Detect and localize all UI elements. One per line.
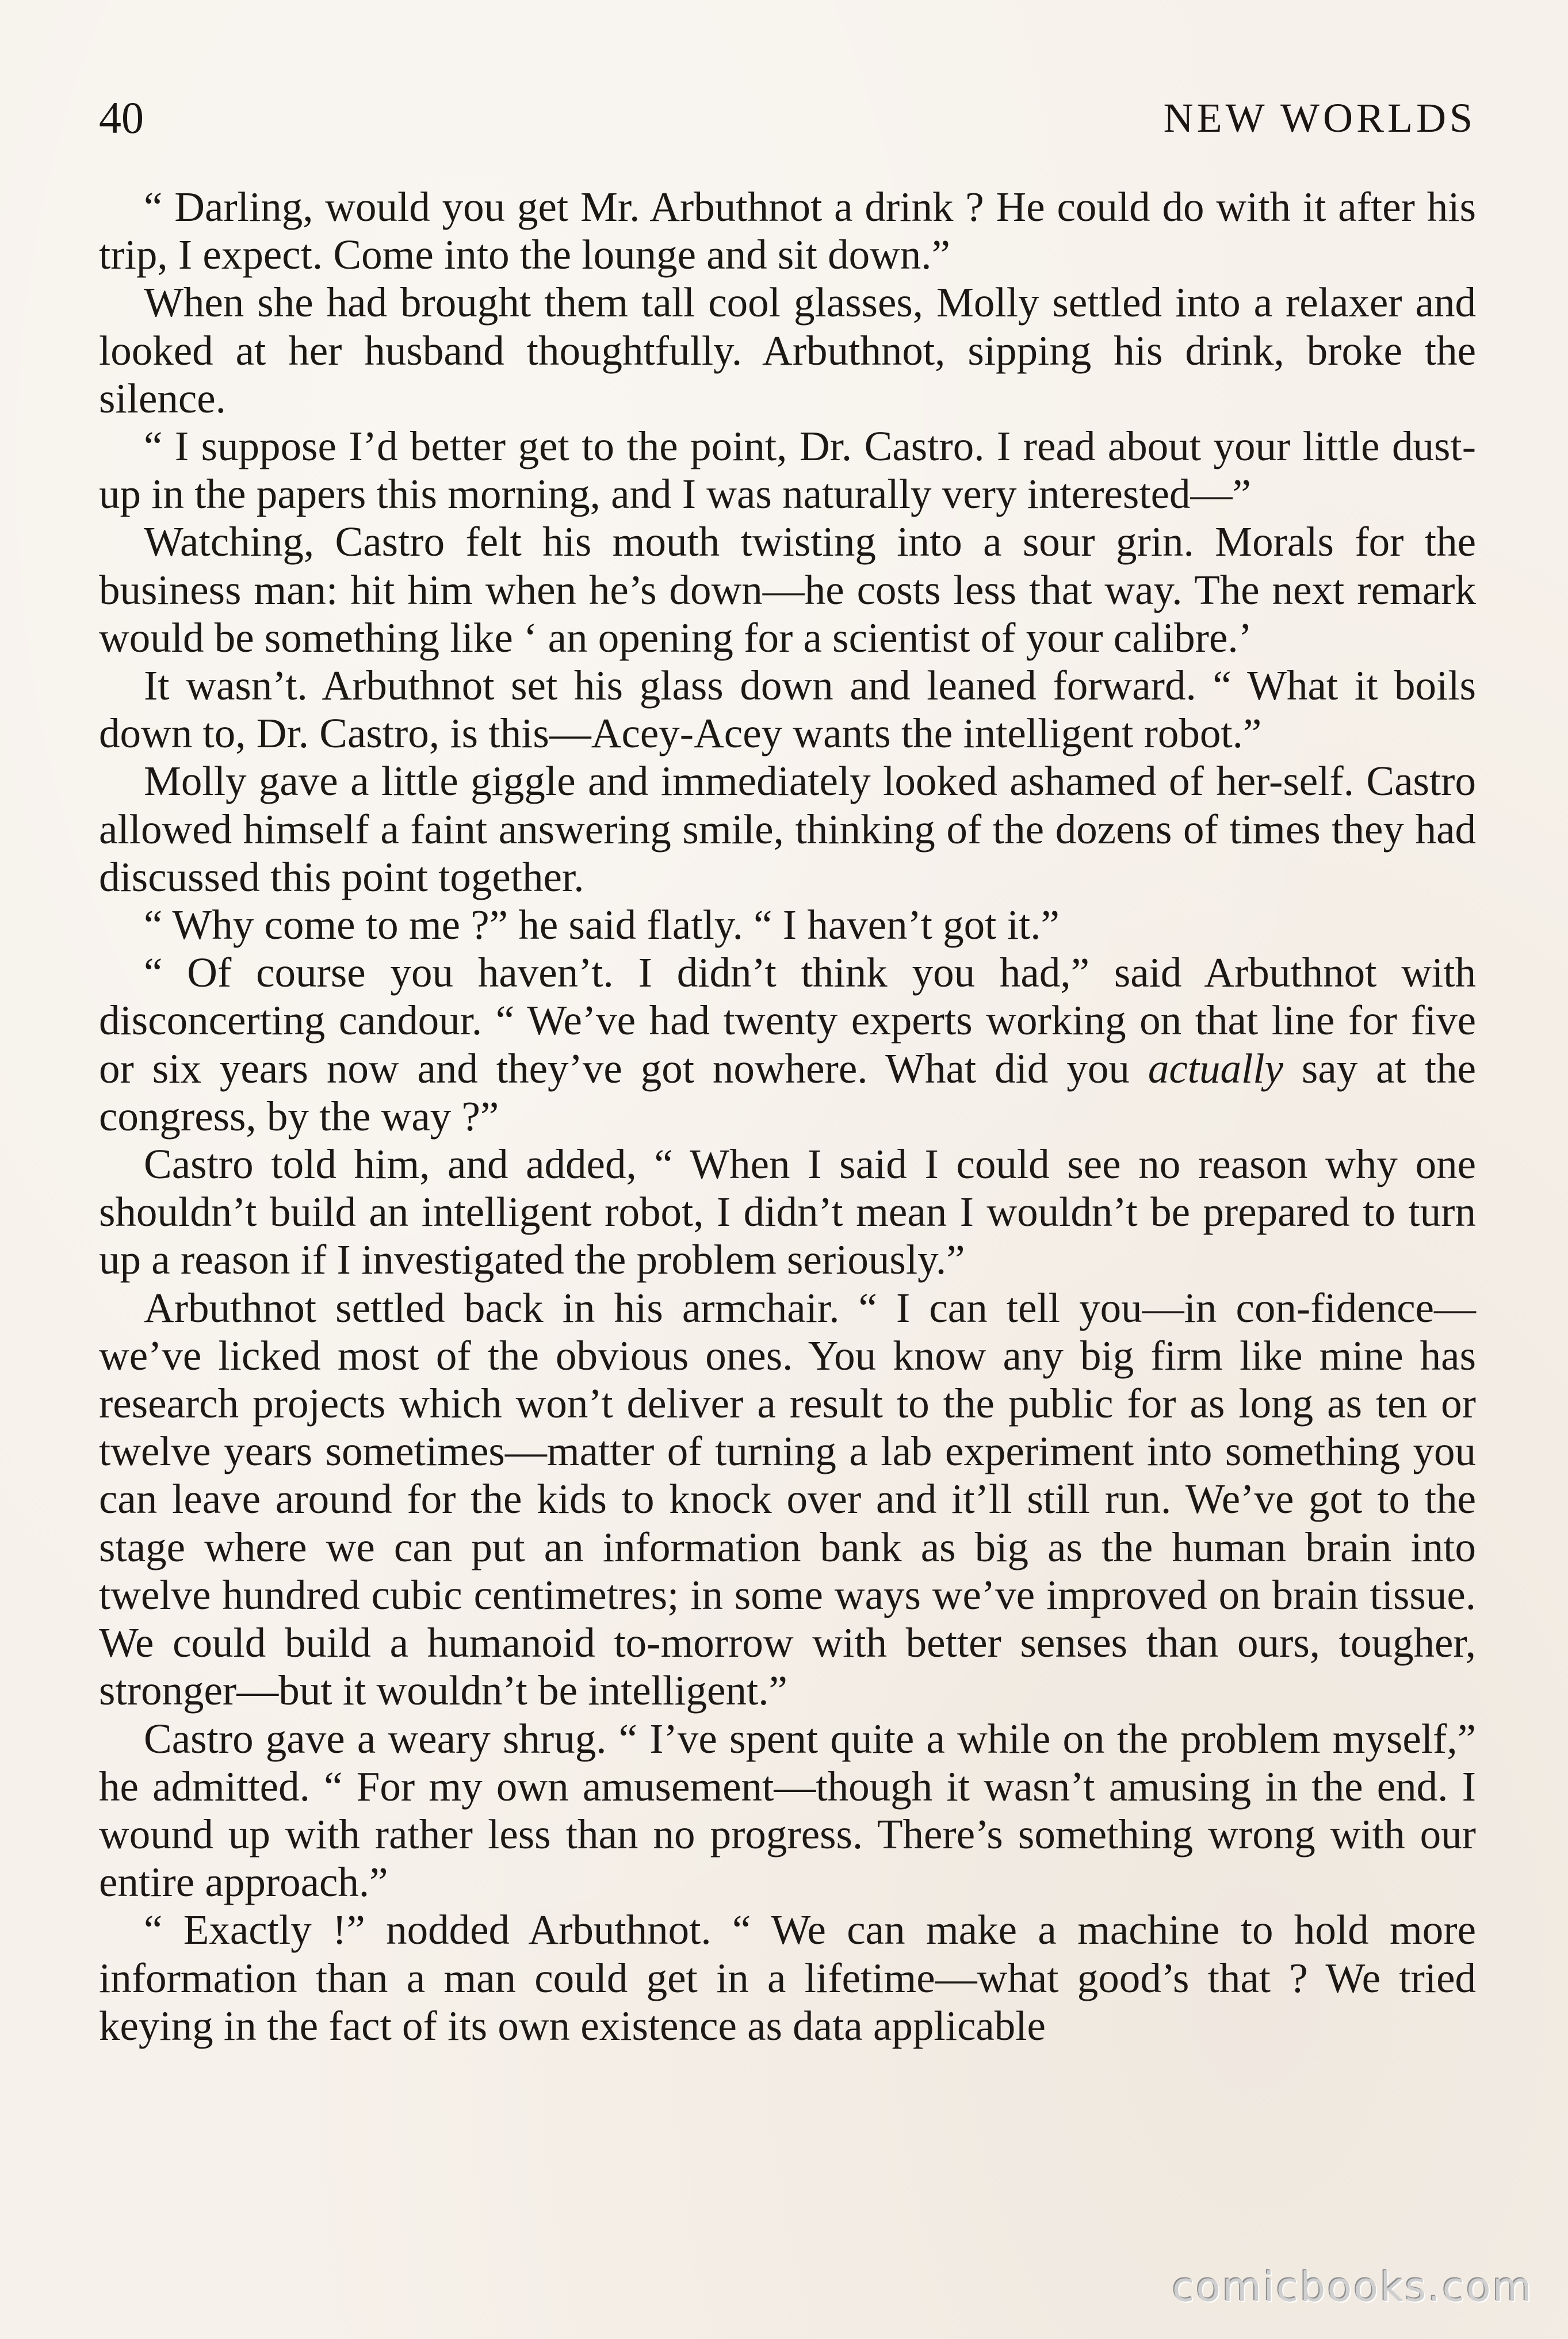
running-head-title: NEW WORLDS <box>1163 95 1476 141</box>
paragraph-2: When she had brought them tall cool glasses, Molly settled into a relaxer and looked at her husband thoughtfully. Arbuthnot, sipping his drink, broke the silence. <box>99 279 1476 422</box>
paragraph-5: It wasn’t. Arbuthnot set his glass down and leaned forward. “ What it boils down to, Dr. Castro, is this—Acey-Acey wants the intelligent robot.” <box>99 662 1476 757</box>
paragraph-1: “ Darling, would you get Mr. Arbuthnot a drink ? He could do with it after his trip, I expect. Come into the lounge and sit down.” <box>99 184 1476 278</box>
paragraph-7: “ Why come to me ?” he said flatly. “ I haven’t got it.” <box>144 901 1060 949</box>
page-header <box>99 86 1476 150</box>
page-number: 40 <box>99 93 144 143</box>
paragraph-10: Arbuthnot settled back in his armchair. “ I can tell you—in con-fidence—we’ve licked most of the obvious ones. You know any big firm like mine has research projects which won’t deliver a result to the public for as long as ten or twelve years sometimes—matter of turning a lab experiment into something you can leave around for the kids to knock over and it’ll still run. We’ve got to the stage where we can put an information bank as big as the human brain into twelve hundred cubic centimetres; in some ways we’ve improved on brain tissue. We could build a humanoid to-morrow with better senses than ours, tougher, stronger—but it wouldn’t be intelligent.” <box>99 1284 1476 1714</box>
paragraph-11: Castro gave a weary shrug. “ I’ve spent quite a while on the problem myself,” he admitted. “ For my own amusement—though it wasn’t amusing in the end. I wound up with rather less than no progress. There’s something wrong with our entire approach.” <box>99 1715 1476 1906</box>
paragraph-3: “ I suppose I’d better get to the point, Dr. Castro. I read about your little dust-up in the papers this morning, and I was naturally very interested—” <box>99 423 1476 518</box>
paragraph-8 <box>99 949 1476 1140</box>
paragraph-4: Watching, Castro felt his mouth twisting into a sour grin. Morals for the business man: hit him when he’s down—he costs less that way. The next remark would be something like ‘ an opening for a scientist of your calibre.’ <box>99 518 1476 661</box>
paragraph-8-text-after: say at the congress, by the way ?” <box>99 1045 1476 1140</box>
paragraph-6: Molly gave a little giggle and immediately looked ashamed of her-self. Castro allowed himself a faint answering smile, thinking of the dozens of times they had discussed this point together. <box>99 758 1476 900</box>
paragraph-12: “ Exactly !” nodded Arbuthnot. “ We can make a machine to hold more information than a man could get in a lifetime—what good’s that ? We tried keying in the fact of its own existence as data applicable <box>99 1906 1476 2049</box>
watermark-logo: comicbooks.com <box>1172 2264 1533 2311</box>
paragraph-9: Castro told him, and added, “ When I said I could see no reason why one shouldn’t build an intelligent robot, I didn’t mean I wouldn’t be prepared to turn up a reason if I investigated the problem seriously.” <box>99 1141 1476 1283</box>
paragraph-8-text-before: “ Of course you haven’t. I didn’t think you had,” said Arbuthnot with disconcerting candour. “ We’ve had twenty experts working on that line for five or six years now and they’ve got nowhere. What did you <box>99 949 1476 1092</box>
paragraph-8-emphasis: actually <box>1148 1045 1283 1092</box>
body-text <box>99 183 1476 2050</box>
